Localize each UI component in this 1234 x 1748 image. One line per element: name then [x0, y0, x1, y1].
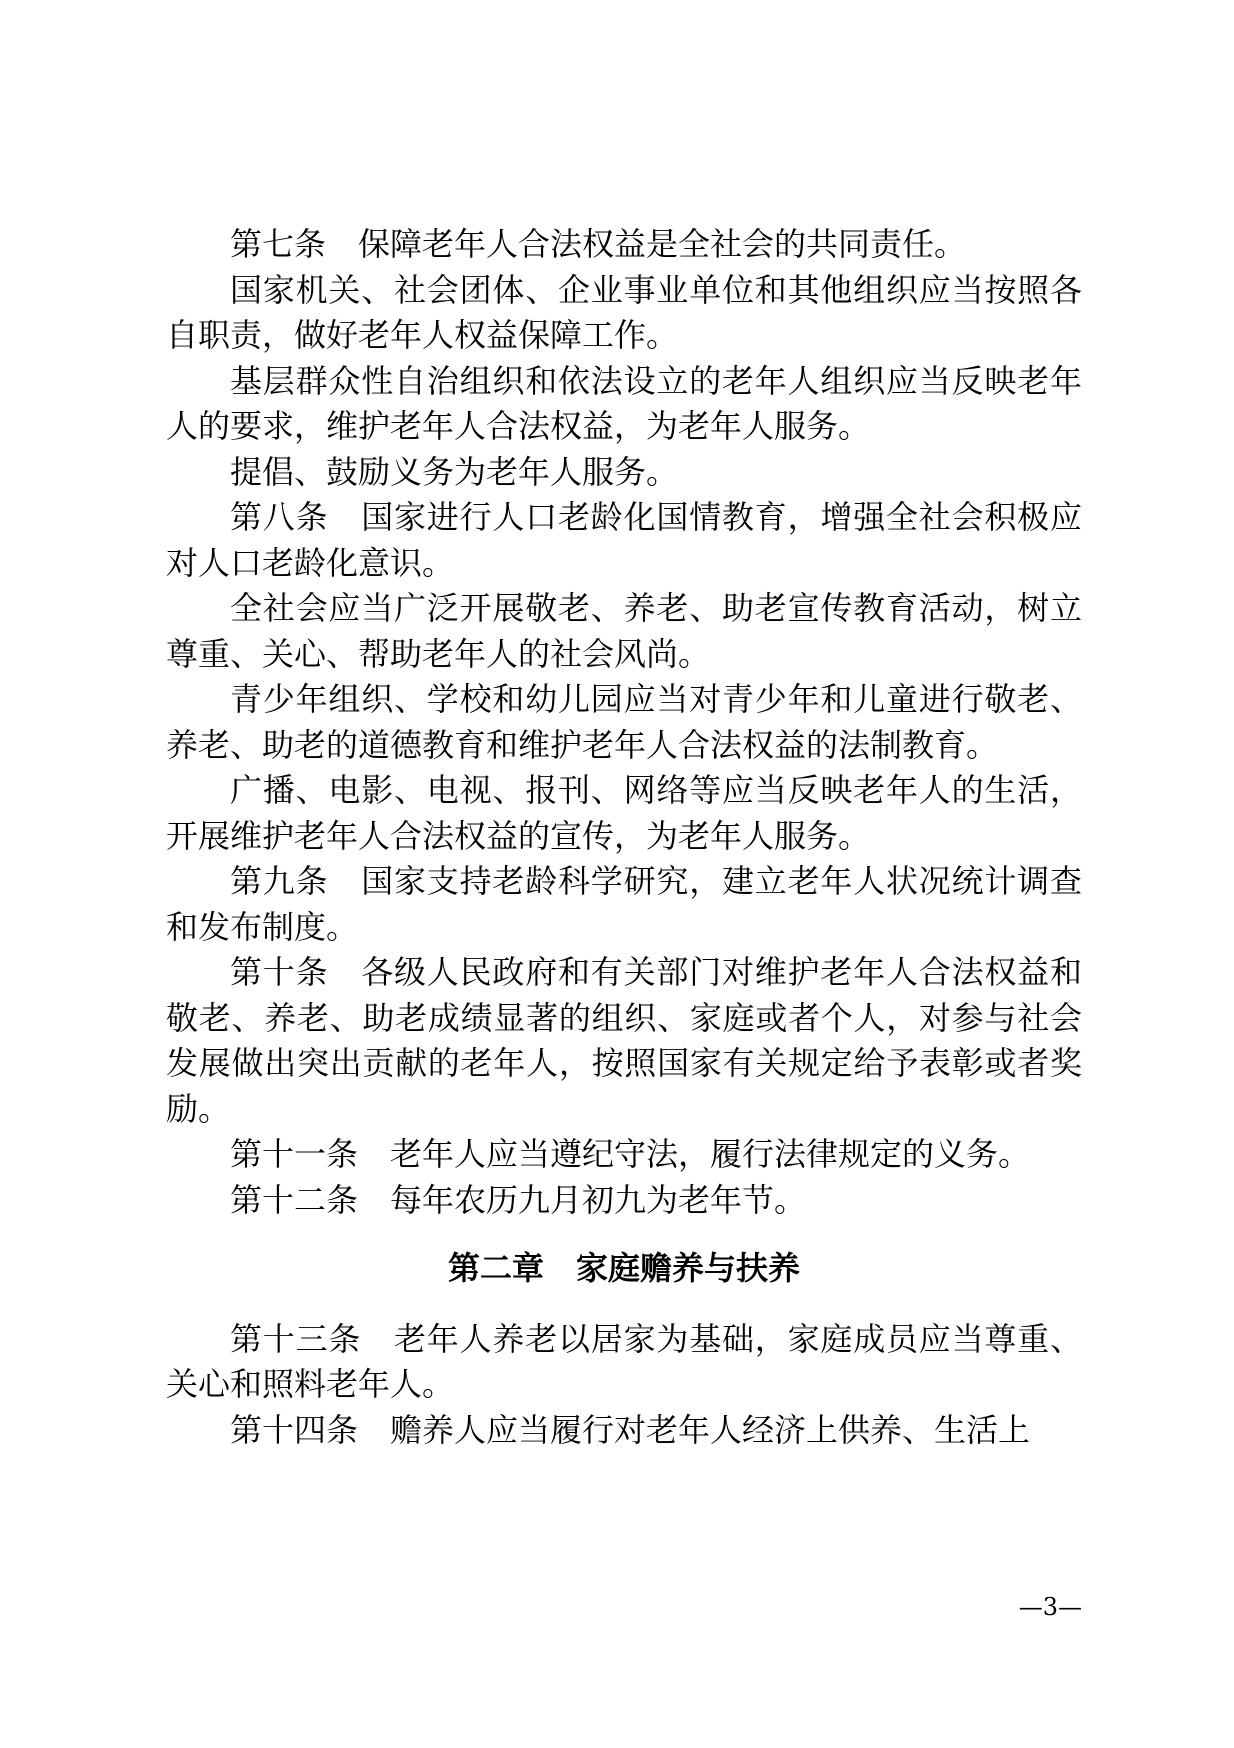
article-8-paragraph: 第八条 国家进行人口老龄化国情教育，增强全社会积极应对人口老龄化意识。 — [166, 498, 1082, 582]
page-number: —3— — [1018, 1593, 1082, 1621]
article-7-clause-3-paragraph: 基层群众性自治组织和依法设立的老年人组织应当反映老年人的要求，维护老年人合法权益，为老年人服务。 — [166, 361, 1082, 445]
article-10-paragraph: 第十条 各级人民政府和有关部门对维护老年人合法权益和敬老、养老、助老成绩显著的组织、家庭或者个人，对参与社会发展做出突出贡献的老年人，按照国家有关规定给予表彰或者奖励。 — [166, 953, 1082, 1128]
article-14-paragraph: 第十四条 赡养人应当履行对老年人经济上供养、生活上 — [230, 1410, 1031, 1449]
article-8-clause-2-paragraph: 全社会应当广泛开展敬老、养老、助老宣传教育活动，树立尊重、关心、帮助老年人的社会风尚。 — [166, 589, 1082, 673]
article-13-paragraph: 第十三条 老年人养老以居家为基础，家庭成员应当尊重、关心和照料老年人。 — [166, 1319, 1082, 1403]
article-7-clause-4-paragraph: 提倡、鼓励义务为老年人服务。 — [230, 452, 679, 491]
article-8-clause-4-paragraph: 广播、电影、电视、报刊、网络等应当反映老年人的生活，开展维护老年人合法权益的宣传，为老年人服务。 — [166, 771, 1082, 855]
article-7-clause-2-paragraph: 国家机关、社会团体、企业事业单位和其他组织应当按照各自职责，做好老年人权益保障工作。 — [166, 270, 1082, 354]
article-12-paragraph: 第十二条 每年农历九月初九为老年节。 — [230, 1180, 807, 1219]
article-7-paragraph: 第七条 保障老年人合法权益是全社会的共同责任。 — [230, 225, 967, 263]
article-11-paragraph: 第十一条 老年人应当遵纪守法，履行法律规定的义务。 — [230, 1135, 1031, 1173]
document-body — [166, 222, 1082, 1453]
article-9-paragraph: 第九条 国家支持老龄科学研究，建立老年人状况统计调查和发布制度。 — [166, 862, 1082, 946]
article-8-clause-3-paragraph: 青少年组织、学校和幼儿园应当对青少年和儿童进行敬老、养老、助老的道德教育和维护老年人合法权益的法制教育。 — [166, 680, 1082, 764]
chapter-heading: 第二章 家庭赡养与扶养 — [447, 1249, 800, 1287]
